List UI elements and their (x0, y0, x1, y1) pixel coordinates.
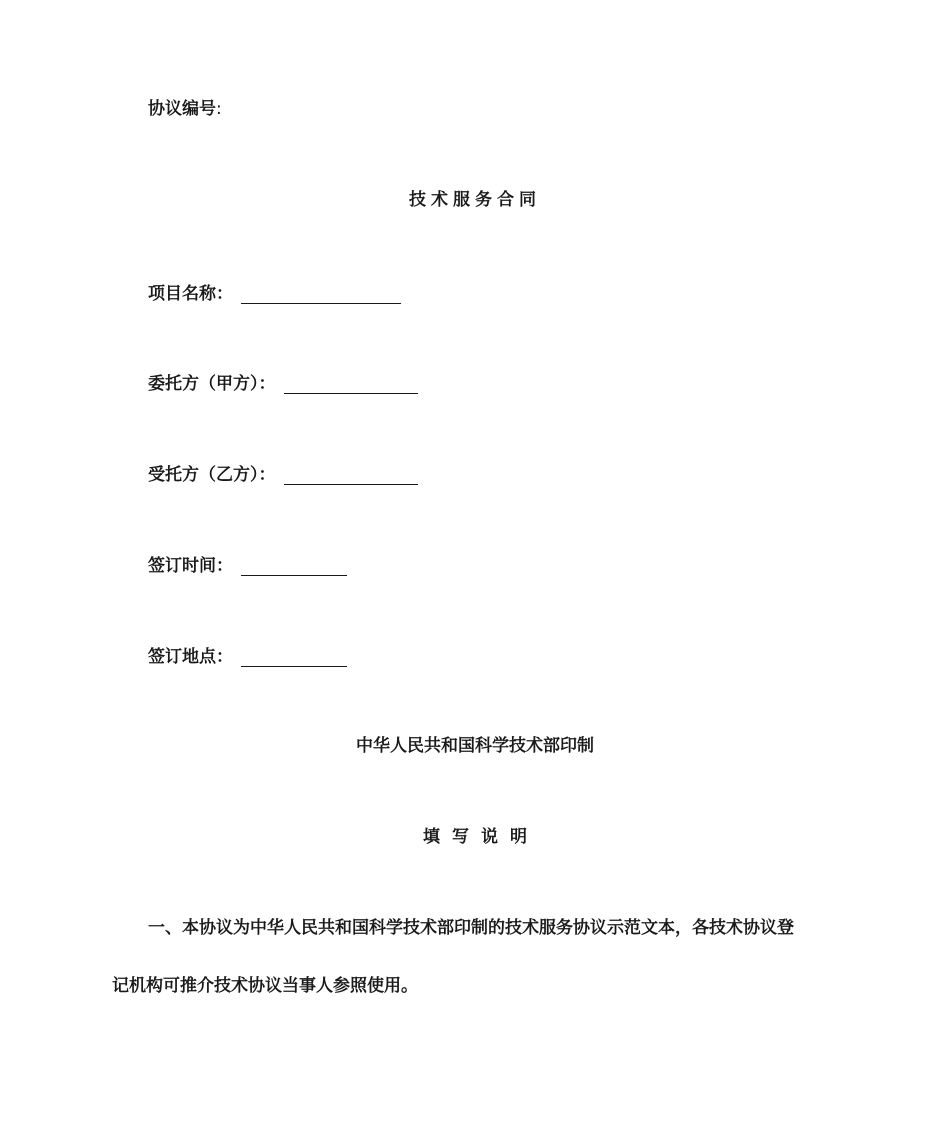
contractor-label: 受托方（乙方）： (148, 465, 276, 485)
contractor-blank (284, 484, 418, 485)
signing-time-label: 签订时间： (148, 556, 233, 576)
project-name-label: 项目名称： (148, 284, 233, 304)
project-name-field (148, 281, 401, 305)
agreement-number-colon: : (216, 99, 222, 119)
client-field (148, 371, 418, 395)
instructions-title: 填写说明 (423, 827, 539, 847)
contractor-field (148, 462, 418, 486)
agreement-number-label: 协议编号 (148, 99, 216, 119)
instruction-1-line-1: 一、本协议为中华人民共和国科学技术部印制的技术服务协议示范文本，各技术协议登 (148, 918, 794, 938)
issuer-line: 中华人民共和国科学技术部印制 (356, 736, 594, 756)
client-blank (284, 393, 418, 394)
signing-place-blank (241, 666, 347, 667)
signing-place-field (148, 644, 347, 668)
project-name-blank (241, 303, 401, 304)
agreement-number (148, 98, 222, 120)
instruction-1-line-2: 记机构可推介技术协议当事人参照使用。 (112, 976, 418, 996)
signing-time-field (148, 553, 347, 577)
document-title: 技术服务合同 (409, 190, 541, 210)
signing-time-blank (241, 575, 347, 576)
client-label: 委托方（甲方）： (148, 374, 276, 394)
signing-place-label: 签订地点： (148, 647, 233, 667)
